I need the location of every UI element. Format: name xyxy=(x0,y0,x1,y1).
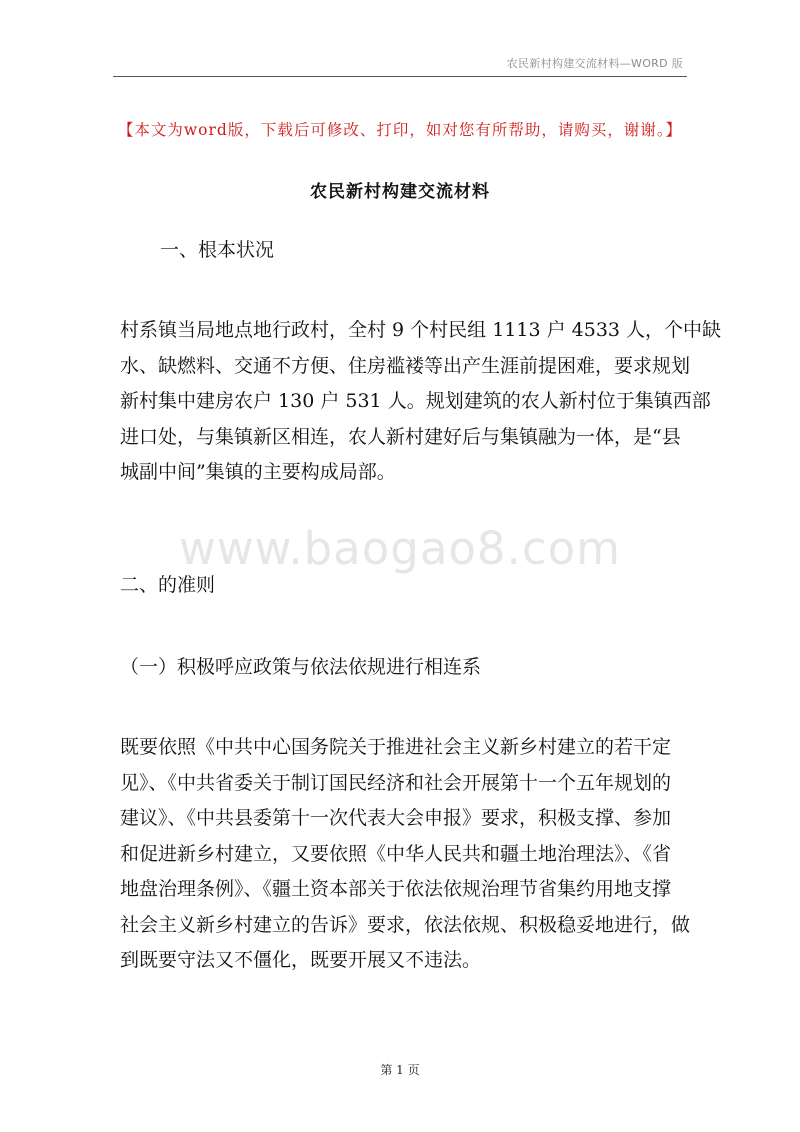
download-notice: 【本文为word版，下载后可修改、打印，如对您有所帮助，请购买，谢谢。】 xyxy=(117,121,683,139)
text-line: 到既要守法又不僵化，既要开展又不违法。 xyxy=(120,949,482,971)
text-line: 地盘治理条例》、《疆土资本部关于依法依规治理节省集约用地支撑 xyxy=(120,878,672,900)
text-line: 社会主义新乡村建立的告诉》要求，依法依规、积极稳妥地进行，做 xyxy=(120,913,691,936)
text-line: 见》、《中共省委关于制订国民经济和社会开展第十一个五年规划的 xyxy=(120,771,672,794)
section-heading-2: 二、的准则 xyxy=(120,574,216,596)
page-number: 第 1 页 xyxy=(380,1063,420,1077)
text-line: 城副中间”集镇的主要构成局部。 xyxy=(120,461,396,483)
watermark: www.baogao8.com xyxy=(179,522,621,575)
text-line: 村系镇当局地点地行政村，全村 9 个村民组 1113 户 4533 人，个中缺 xyxy=(120,319,722,341)
document-title: 农民新村构建交流材料 xyxy=(310,182,490,202)
page-header xyxy=(113,52,687,77)
text-line: 和促进新乡村建立，又要依照《中华人民共和疆土地治理法》、《省 xyxy=(120,842,672,865)
text-line: 水、缺燃料、交通不方便、住房褴褛等出产生涯前提困难，要求规划 xyxy=(120,354,691,377)
text-line: 进口处，与集镇新区相连，农人新村建好后与集镇融为一体，是“县 xyxy=(120,425,681,448)
header-text: 农民新村构建交流材料—WORD 版 xyxy=(506,57,683,70)
text-line: 建议》、《中共县委第十一次代表大会申报》要求，积极支撑、参加 xyxy=(120,807,672,829)
text-line: 既要依照《中共中心国务院关于推进社会主义新乡村建立的若干定 xyxy=(120,736,672,758)
paragraph-1 xyxy=(120,313,722,491)
paragraph-2 xyxy=(120,730,691,979)
text-line: 新村集中建房农户 130 户 531 人。规划建筑的农人新村位于集镇西部 xyxy=(120,390,711,412)
subsection-heading-1: （一）积极呼应政策与依法依规进行相连系 xyxy=(120,656,482,678)
section-heading-1: 一、根本状况 xyxy=(160,239,275,261)
